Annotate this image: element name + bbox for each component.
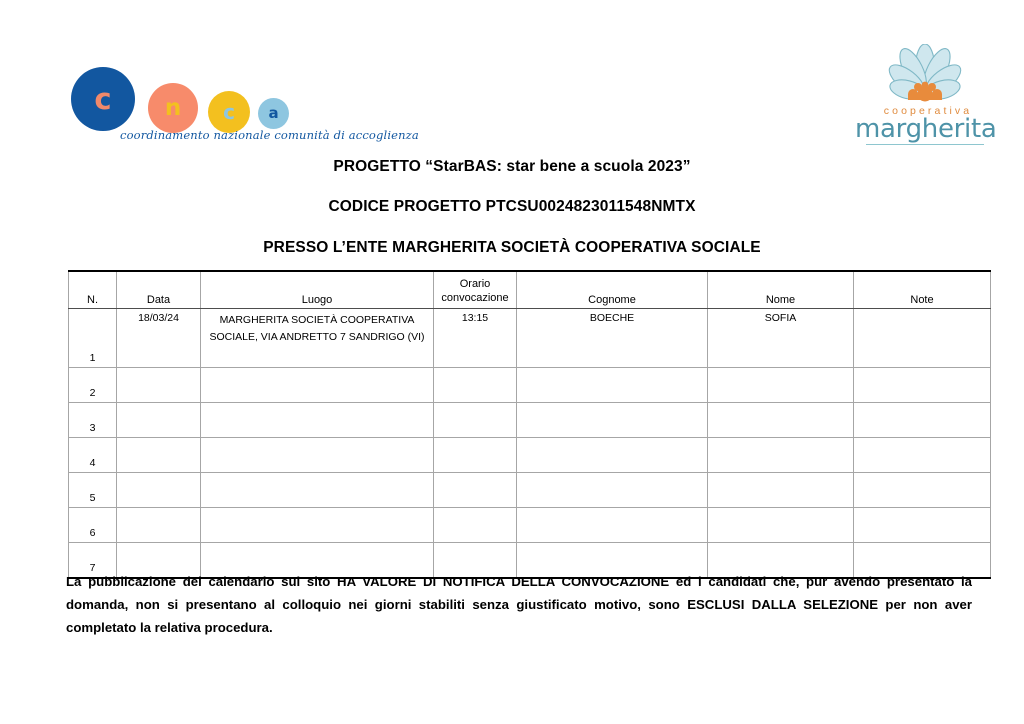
cell-note — [854, 438, 991, 473]
column-header-orario — [434, 271, 517, 309]
cell-cognome — [517, 508, 708, 543]
cell-row-number: 1 — [69, 309, 117, 368]
cell-nome — [708, 438, 854, 473]
cnca-letter-c1-icon: c — [71, 67, 135, 131]
table-row — [69, 508, 991, 543]
table-row — [69, 438, 991, 473]
cell-note — [854, 368, 991, 403]
cell-nome — [708, 368, 854, 403]
convocations-table-container — [68, 270, 990, 579]
project-title: PROGETTO “StarBAS: star bene a scuola 2023” — [333, 158, 691, 175]
cell-luogo — [201, 403, 434, 438]
cnca-letter-n-icon: n — [148, 83, 198, 133]
cnca-tagline: coordinamento nazionale comunità di accoglienza — [120, 128, 419, 142]
cell-cognome — [517, 473, 708, 508]
cell-luogo — [201, 368, 434, 403]
column-header-note: Note — [854, 271, 991, 309]
column-header-orario-line2: convocazione — [441, 292, 509, 305]
cell-nome: SOFIA — [708, 309, 854, 368]
cell-note — [854, 309, 991, 368]
cell-nome — [708, 508, 854, 543]
cell-orario — [434, 508, 517, 543]
table-row — [69, 403, 991, 438]
column-header-cognome: Cognome — [517, 271, 708, 309]
cell-row-number: 3 — [69, 403, 117, 438]
table-row — [69, 368, 991, 403]
cell-orario: 13:15 — [434, 309, 517, 368]
cell-luogo — [201, 438, 434, 473]
column-header-nome: Nome — [708, 271, 854, 309]
cell-data — [117, 403, 201, 438]
cell-data — [117, 473, 201, 508]
cell-data: 18/03/24 — [117, 309, 201, 368]
margherita-underline — [866, 144, 984, 145]
cell-note — [854, 508, 991, 543]
cell-nome — [708, 473, 854, 508]
host-entity: PRESSO L’ENTE MARGHERITA SOCIETÀ COOPERATIVA SOCIALE — [263, 239, 761, 256]
column-header-orario-line1: Orario — [459, 277, 491, 290]
column-header-data: Data — [117, 271, 201, 309]
daisy-flower-icon — [855, 44, 995, 106]
margherita-coop-label: cooperativa — [883, 105, 973, 117]
cell-row-number: 5 — [69, 473, 117, 508]
cell-cognome — [517, 438, 708, 473]
cell-cognome — [517, 403, 708, 438]
publication-notice: La pubblicazione del calendario sul sito HA VALORE DI NOTIFICA DELLA CONVOCAZIONE ed i candidati che, pur avendo presentato la domanda, non si presentano al colloquio nei giorni stabiliti senza giustificato motivo, sono ESCLUSI DALLA SELEZIONE per non aver completato la relativa procedura. — [66, 574, 972, 636]
cell-orario — [434, 473, 517, 508]
cell-luogo-line2: SOCIALE, VIA ANDRETTO 7 SANDRIGO (VI) — [209, 330, 425, 343]
margherita-name-label: margherita — [855, 114, 997, 144]
table-body — [69, 309, 991, 579]
cell-cognome: BOECHE — [517, 309, 708, 368]
column-header-n: N. — [69, 271, 117, 309]
cell-luogo — [201, 309, 434, 368]
cell-note — [854, 403, 991, 438]
cell-orario — [434, 403, 517, 438]
table-header — [69, 271, 991, 309]
cnca-logo — [68, 62, 428, 147]
cell-data — [117, 368, 201, 403]
cnca-letter-c2-icon: c — [208, 91, 250, 133]
cnca-letter-a-icon: a — [258, 98, 289, 129]
cell-orario — [434, 368, 517, 403]
cell-nome — [708, 403, 854, 438]
cell-row-number: 4 — [69, 438, 117, 473]
cell-cognome — [517, 368, 708, 403]
cell-luogo-line1: MARGHERITA SOCIETÀ COOPERATIVA — [219, 314, 415, 326]
table-row — [69, 309, 991, 368]
margherita-logo — [855, 44, 995, 149]
column-header-luogo: Luogo — [201, 271, 434, 309]
cell-orario — [434, 438, 517, 473]
project-code: CODICE PROGETTO PTCSU0024823011548NMTX — [328, 198, 696, 215]
table-row — [69, 473, 991, 508]
convocations-table — [68, 270, 991, 579]
cell-row-number: 2 — [69, 368, 117, 403]
cell-row-number: 7 — [69, 543, 117, 579]
document-header — [0, 0, 1024, 150]
cell-row-number: 6 — [69, 508, 117, 543]
table-header-row — [69, 271, 991, 309]
title-block — [0, 156, 1024, 257]
cell-note — [854, 473, 991, 508]
cell-luogo — [201, 473, 434, 508]
cell-data — [117, 508, 201, 543]
cell-data — [117, 438, 201, 473]
cell-luogo — [201, 508, 434, 543]
